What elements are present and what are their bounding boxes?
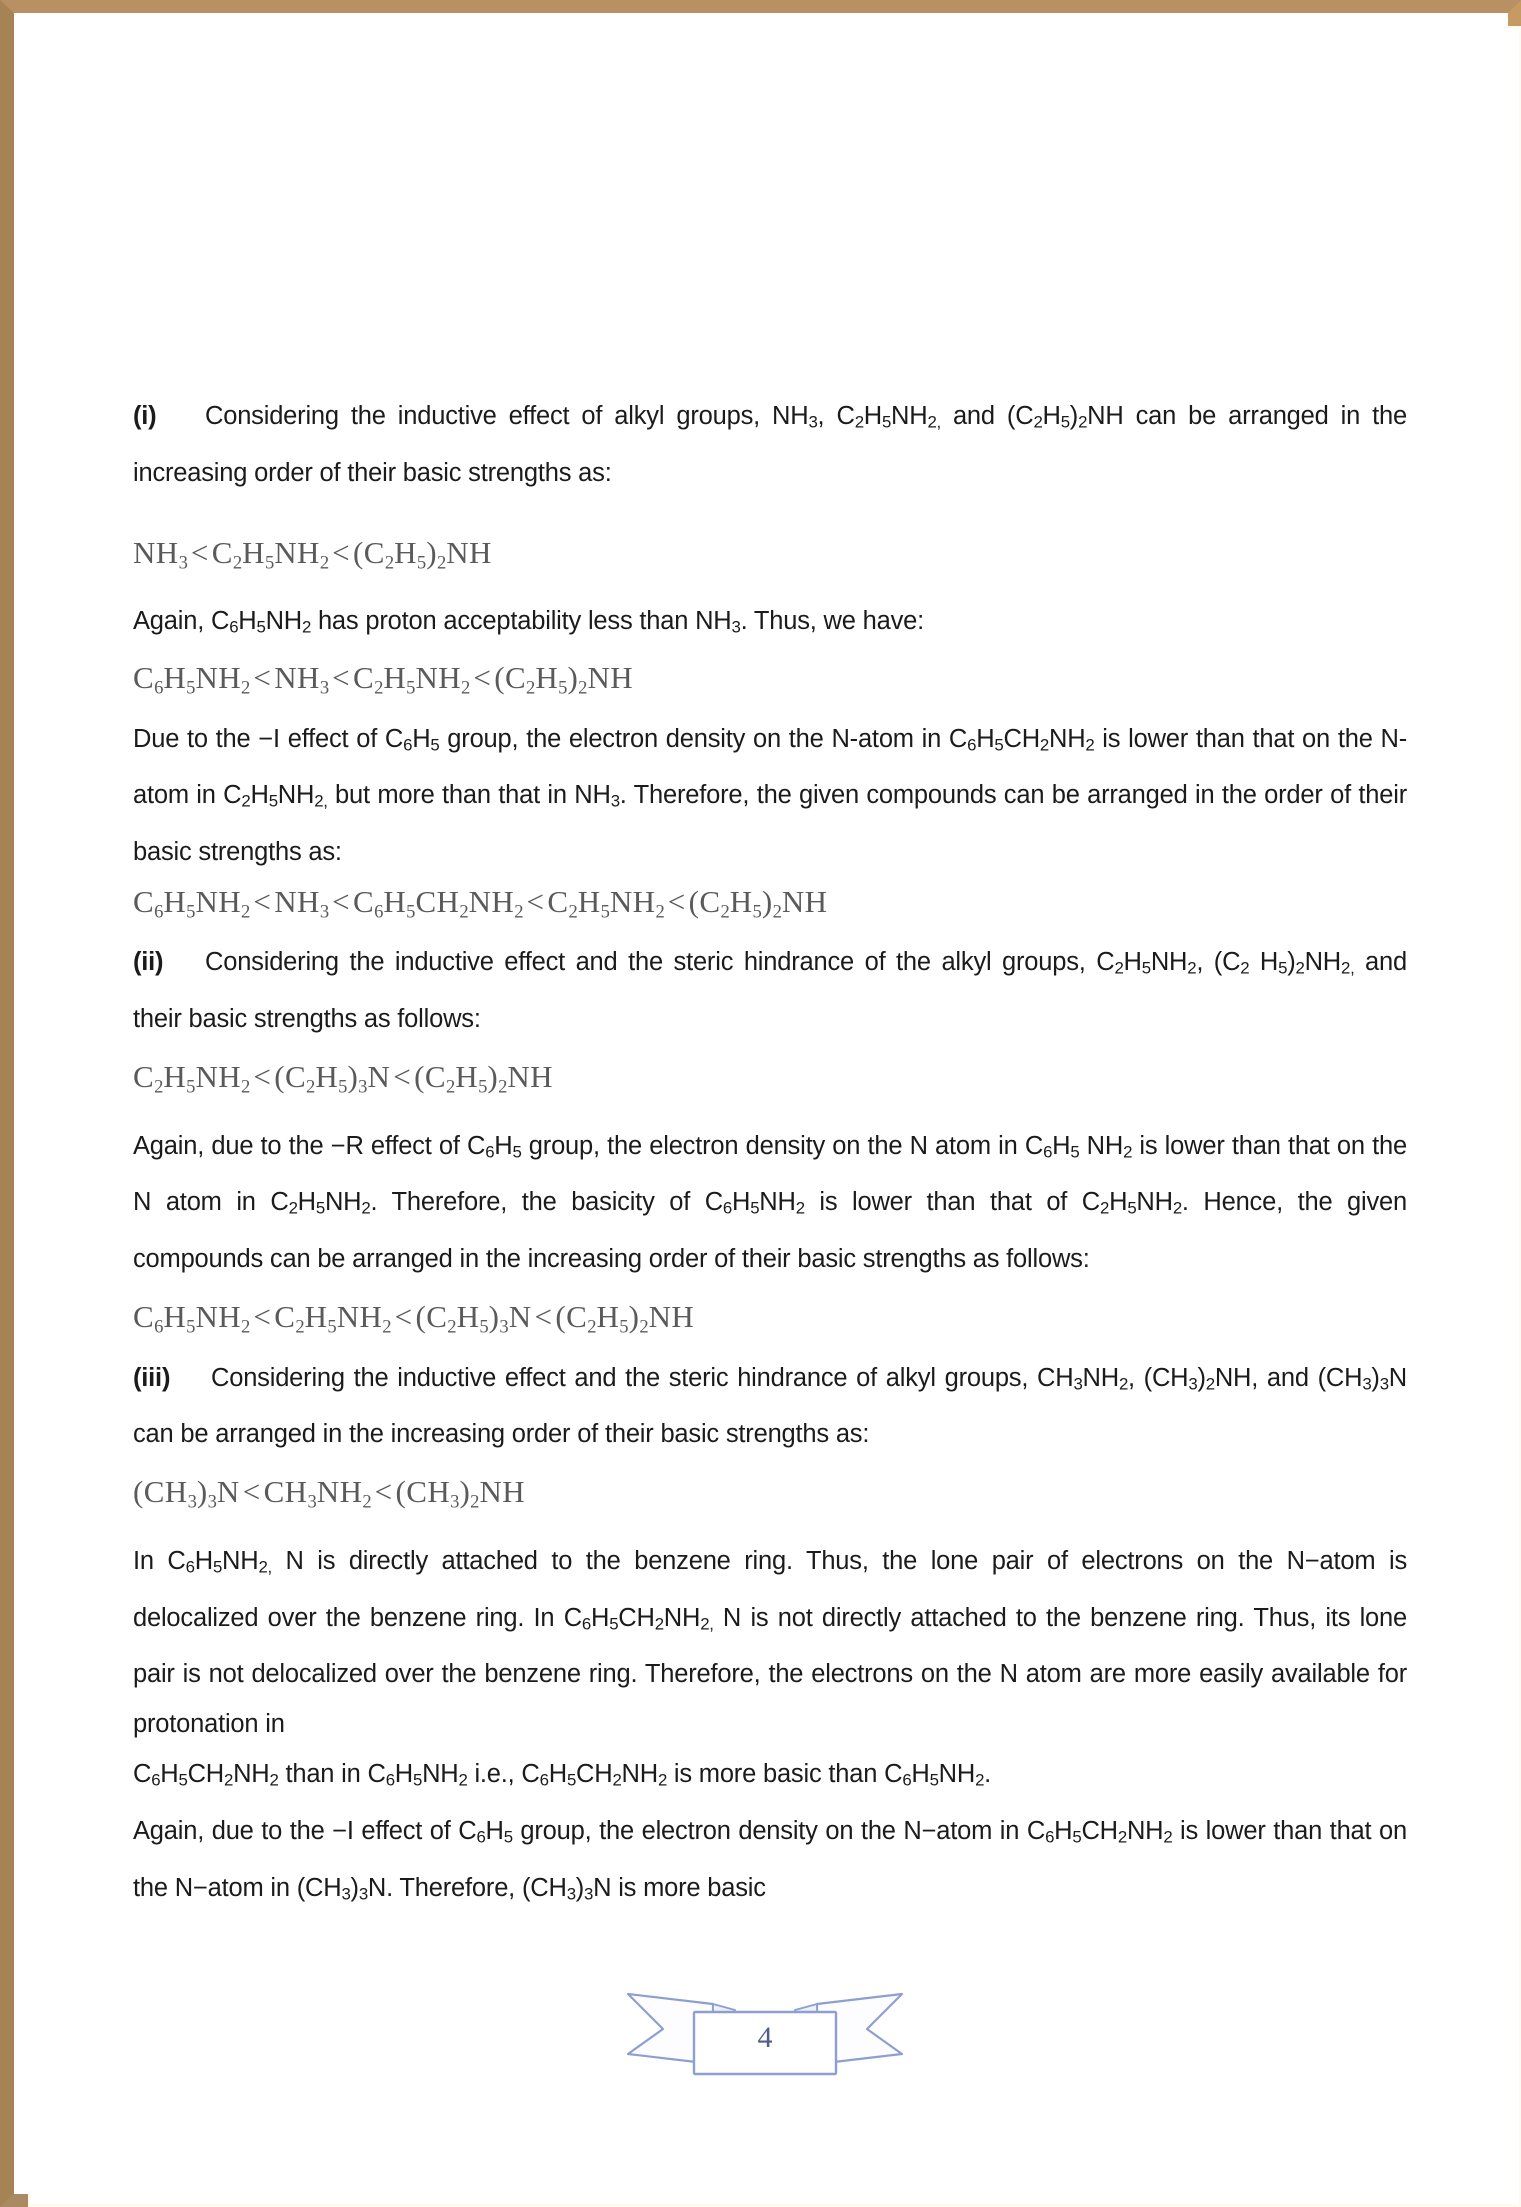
paragraph-item-ii: (ii) Considering the inductive effect and the steric hindrance of the alkyl groups, $C_2H_5NH_2$, ($C_2$ $H_5)_2NH_{2,}$ and their basic strengths as follows: xyxy=(133,937,1407,1044)
paragraph-again-3: Again, due to the −I effect of $C_6H_5$ group, the electron density on the N−atom in $C_6H_5CH_2NH_2$ is lower than that on the N−atom in $(CH_3)_3N$. Therefore, $(CH_3)_3N$ is more basic xyxy=(133,1817,1408,1904)
equation-6: $(CH_3)_3N<CH_3NH_2<(CH_3)_2NH$ xyxy=(133,1474,526,1513)
equation-1: $NH_3<C_2H_5NH_2<(C_2H_5)_2NH$ xyxy=(133,534,492,574)
paragraph-item-iii: (iii) Considering the inductive effect and the steric hindrance of alkyl groups, $CH_3NH_2$, $(CH_3)_2NH$, and $(CH_3)_3N$ can be arranged in the increasing order of their basic strengths as: xyxy=(133,1353,1407,1460)
document-body xyxy=(133,391,1407,1919)
list-label-ii: (ii) xyxy=(133,948,164,977)
list-label-iii: (iii) xyxy=(133,1363,171,1392)
paragraph-lone-pair-delocalization: In $C_6H_5NH_{2,}$ N is directly attached to the benzene ring. Thus, the lone pair of electrons on the N−atom is delocalized over the benzene ring. In $C_6H_5CH_2NH_{2,}$ N is not directly attached to the benzene ring. Thus, its lone pair is not delocalized over the benzene ring. Therefore, the electrons on the N atom are more easily available for protonation in xyxy=(133,1546,1407,1739)
page-number-ribbon xyxy=(625,1982,905,2078)
document-page xyxy=(17,16,1504,2191)
paragraph-again-1: Again, $C_6H_5NH_2$ has proton acceptability less than $NH_3$. Thus, we have: xyxy=(133,607,925,637)
equation-2: $C_6H_5NH_2<NH_3<C_2H_5NH_2<(C_2H_5)_2NH$ xyxy=(133,659,634,699)
page-number: 4 xyxy=(757,2021,773,2054)
equation-4: $C_2H_5NH_2<(C_2H_5)_3N<(C_2H_5)_2NH$ xyxy=(133,1059,553,1098)
equation-3: $C_6H_5NH_2<NH_3<C_6H_5CH_2NH_2<C_2H_5NH_2<(C_2H_5)_2NH$ xyxy=(133,883,828,923)
paragraph-due-to-i-effect: Due to the −I effect of $C_6H_5$ group, the electron density on the N-atom in $C_6H_5CH_2NH_2$ is lower than that on the N-atom in $C_2H_5NH_{2,}$ but more than that in $NH_3$. Therefore, the given compounds can be arranged in the order of their basic strengths as: xyxy=(133,724,1407,866)
list-label-i: (i) xyxy=(133,402,157,430)
equation-5: $C_6H_5NH_2<C_2H_5NH_2<(C_2H_5)_3N<(C_2H_5)_2NH$ xyxy=(133,1299,695,1338)
paragraph-item-i: (i) Considering the inductive effect of alkyl groups, $NH_3$, $C_2H_5NH_{2,}$ and $(C_2H_5)_2NH$ can be arranged in the increasing order of their basic strengths as: xyxy=(133,391,1407,498)
paragraph-again-2: Again, due to the −R effect of $C_6H_5$ group, the electron density on the N atom in $C_6H_5$ $NH_2$ is lower than that on the N atom in $C_2H_5NH_2$. Therefore, the basicity of $C_6H_5NH_2$ is lower than that of $C_2H_5NH_2$. Hence, the given compounds can be arranged in the increasing order of their basic strengths as follows: xyxy=(133,1131,1407,1274)
paragraph-more-basic-comparison: $C_6H_5CH_2NH_2$ than in $C_6H_5NH_2$ i.e., $C_6H_5CH_2NH_2$ is more basic than $C_6H_5NH_2$. xyxy=(133,1760,992,1791)
